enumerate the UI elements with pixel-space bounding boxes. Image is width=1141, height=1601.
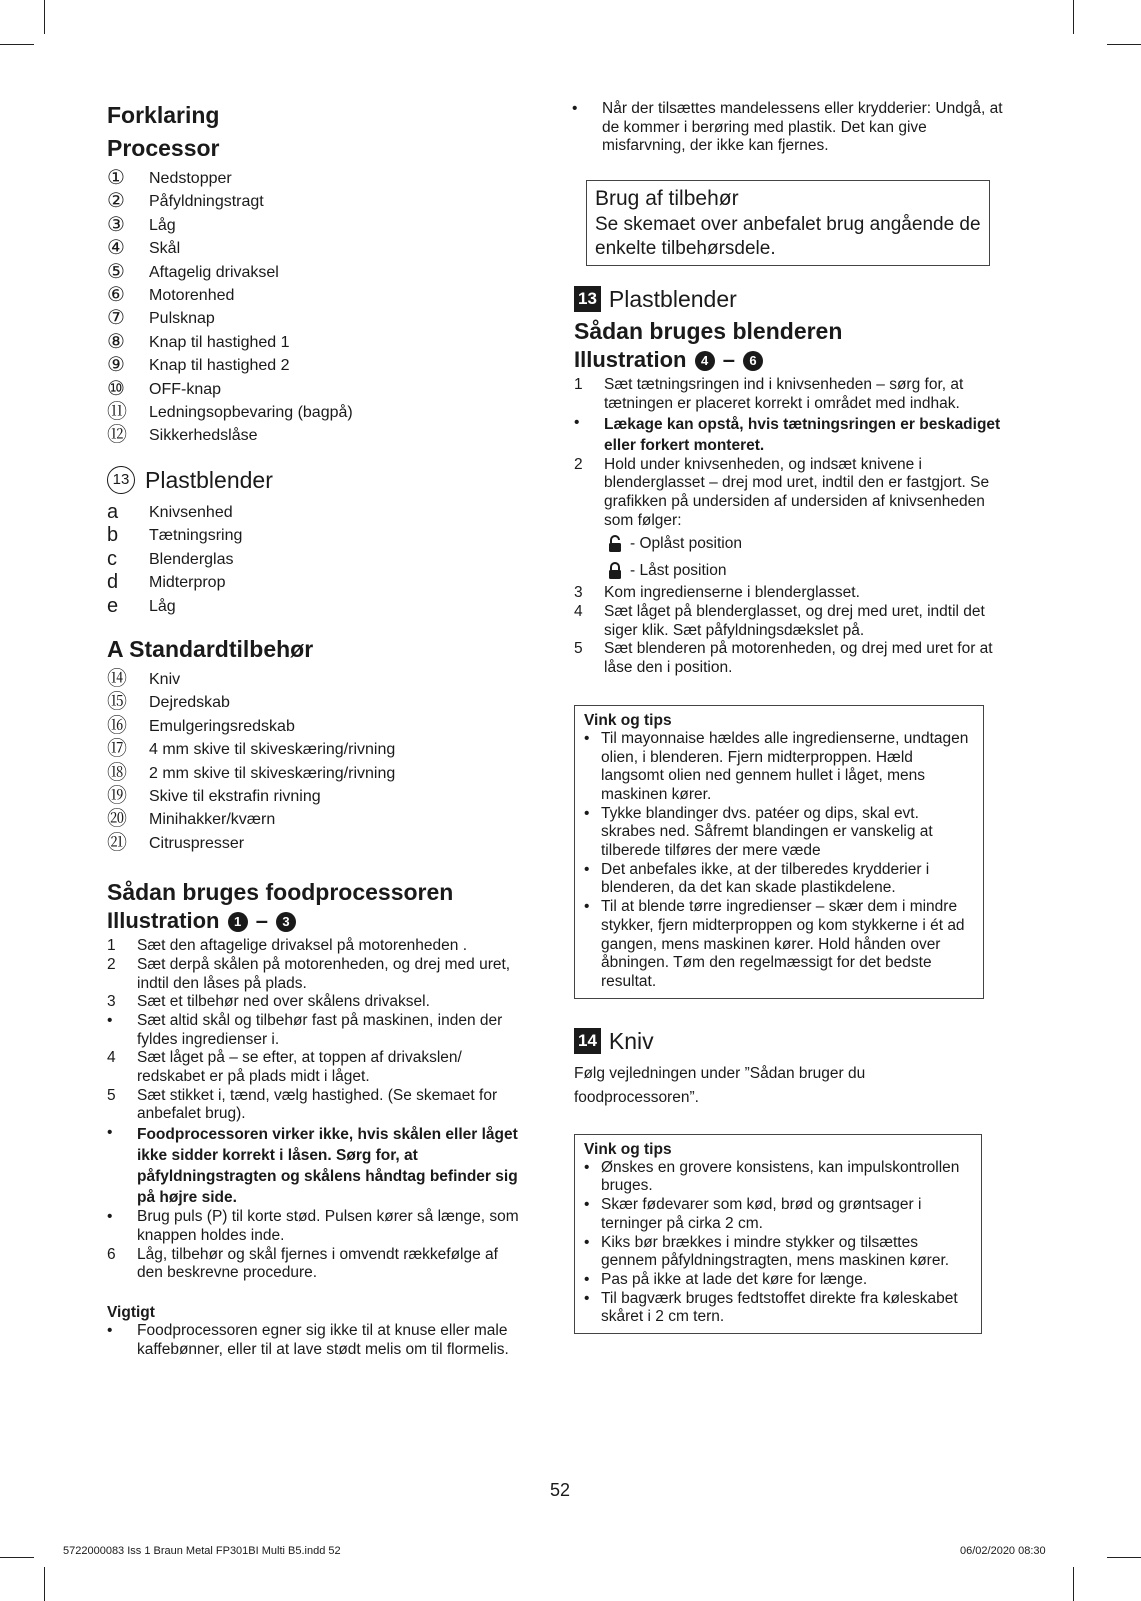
step-text: Brug puls (P) til korte stød. Pulsen kører så længe, som knappen holdes inde. (137, 1208, 519, 1244)
list-item (107, 832, 527, 855)
item-label: Låg (149, 216, 176, 234)
item-label: Motorenhed (149, 287, 235, 305)
item-marker: ④ (107, 237, 125, 260)
list-item (107, 762, 527, 785)
brug-af-tilbehor-box (586, 180, 990, 266)
item-marker: a (107, 500, 119, 523)
item-marker: ⑦ (107, 307, 125, 330)
item-label: Dejredskab (149, 694, 230, 712)
list-item (107, 524, 527, 547)
item-label: Sikkerhedslåse (149, 427, 258, 445)
step-item (107, 1124, 527, 1208)
item-label: 4 mm skive til skiveskæring/rivning (149, 741, 396, 759)
plastblender-heading (107, 465, 527, 495)
item-marker: ㉑ (107, 831, 127, 854)
heading-standardtilbehor: A Standardtilbehør (107, 635, 314, 662)
step-item (107, 1246, 527, 1283)
locked-padlock-icon (608, 562, 622, 580)
step-item (107, 956, 527, 993)
item-label: Skive til ekstrafin rivning (149, 787, 321, 805)
blender-steps-continued (574, 584, 1006, 678)
kniv-text: Følg vejledningen under ”Sådan bruger du foodprocessoren”. (574, 1064, 866, 1106)
list-item (107, 401, 527, 424)
item-label: OFF-knap (149, 380, 222, 398)
item-marker: ⑨ (107, 354, 125, 377)
step-item (107, 1208, 527, 1245)
step-item (107, 1012, 527, 1049)
step-text: Sæt altid skål og tilbehør fast på maskinen, inden der fyldes ingredienser i. (137, 1011, 503, 1048)
item-label: Midterprop (149, 574, 226, 592)
tips-box-blender (574, 705, 984, 999)
section-13-badge: 13 (574, 286, 601, 312)
left-column (107, 100, 527, 1359)
vigtigt-list (107, 1322, 527, 1359)
tip-item (584, 805, 973, 861)
illustration-number: 6 (743, 351, 763, 371)
step-text: Sæt tætningsringen ind i knivsenheden – sørg for, at tætningen er placeret korrekt i området med indhak. (604, 376, 964, 412)
heading-processor: Processor (107, 135, 220, 161)
bullet-icon: • (584, 729, 590, 747)
list-item: • Foodprocessoren egner sig ikke til at knuse eller male kaffebønner, eller til at lave stødt melis om til flormelis. (107, 1322, 527, 1359)
crop-mark (0, 44, 34, 45)
list-item (107, 331, 527, 354)
item-marker: ① (107, 167, 125, 189)
locked-label: - Låst position (630, 561, 727, 579)
step-text: Sæt låget på – se efter, at toppen af drivakslen/ redskabet er på plads midt i låget. (137, 1049, 462, 1086)
list-item (107, 284, 527, 307)
step-text: Sæt låget på blenderglasset, og drej med uret, indtil det siger klik. Sæt påfyldningsdækslet på. (604, 603, 985, 639)
item-marker: ⑭ (107, 667, 127, 690)
item-marker: ⑧ (107, 330, 125, 353)
tip-text: Tykke blandinger dvs. patéer og dips, skal evt. skrabes ned. Såfremt blandingen er vanskelig at tilberede tilføres der mere væde (601, 804, 933, 860)
item-marker: ③ (107, 213, 125, 236)
crop-mark (1107, 1557, 1141, 1558)
item-marker: ⑩ (107, 377, 125, 400)
locked-row (608, 557, 1006, 584)
step-text: Sæt den aftagelige drivaksel på motorenheden . (137, 937, 468, 955)
step-marker: 4 (574, 603, 583, 621)
list-item (107, 354, 527, 377)
tip-item (584, 1159, 971, 1196)
step-marker: 2 (574, 455, 583, 473)
brug-text: Se skemaet over anbefalet brug angående de enkelte tilbehørsdele. (595, 214, 981, 260)
bullet-icon: • (584, 1233, 590, 1251)
step-marker: 3 (574, 584, 583, 602)
section-14-heading (574, 1026, 1006, 1056)
item-marker: ⑯ (107, 714, 127, 737)
section-14-title: Kniv (608, 1027, 654, 1054)
bullet-icon: • (584, 1196, 590, 1214)
item-label: Aftagelig drivaksel (149, 263, 279, 281)
tip-text: Kiks bør brækkes i mindre stykker og tilsættes gennem påfyldningstragten, mens maskinen kører. (601, 1233, 950, 1270)
step-marker: • (107, 1011, 113, 1029)
tip-item (584, 1290, 971, 1327)
tips-list (584, 1159, 971, 1327)
unlocked-padlock-icon (608, 535, 622, 553)
tip-item (584, 898, 973, 992)
item-label: Minihakker/kværn (149, 811, 276, 829)
crop-mark (44, 0, 45, 34)
illustration-reference: Illustration 1 – 3 (107, 907, 527, 935)
top-bullet-list (572, 100, 1006, 156)
step-marker: 6 (107, 1245, 116, 1263)
tip-text: Ønskes en grovere konsistens, kan impulskontrollen bruges. (601, 1158, 960, 1195)
list-item (107, 378, 527, 401)
step-item (574, 640, 1006, 677)
tip-text: Det anbefales ikke, at der tilberedes krydderier i blenderen, da det kan skade plastikdelene. (601, 860, 930, 897)
step-marker: 3 (107, 993, 116, 1011)
illustration-label: Illustration (107, 908, 220, 934)
tips-title: Vink og tips (584, 711, 672, 729)
step-text: Sæt derpå skålen på motorenheden, og drej med uret, indtil den låses på plads. (137, 955, 511, 992)
list-item (107, 548, 527, 571)
item-label: Knivsenhed (149, 503, 233, 521)
list-item: • Når der tilsættes mandelessens eller krydderier: Undgå, at de kommer i berøring med plastik. Det kan give misfarvning, der ikke kan fjernes. (572, 100, 1006, 156)
step-text: Låg, tilbehør og skål fjernes i omvendt rækkefølge af den beskrevne procedure. (137, 1245, 498, 1282)
item-marker: ⑫ (107, 424, 127, 447)
page-number: 52 (549, 1480, 571, 1500)
list-item (107, 738, 527, 761)
step-item (107, 1087, 527, 1124)
crop-mark (1073, 1567, 1074, 1601)
list-item (107, 190, 527, 213)
item-label: Emulgeringsredskab (149, 717, 295, 735)
step-text: Hold under knivsenheden, og indsæt knivene i blenderglasset – drej mod uret, indtil den er fastgjort. Se grafikken på undersiden af undersiden af knivsenheden som følger: (604, 455, 990, 529)
step-item (574, 376, 1006, 413)
item-marker: ⑥ (107, 284, 125, 307)
list-item (107, 668, 527, 691)
section-14-badge: 14 (574, 1028, 601, 1054)
item-label: Knap til hastighed 1 (149, 333, 290, 351)
standard-accessories-list (107, 668, 527, 855)
item-label: Blenderglas (149, 550, 234, 568)
item-marker: e (107, 594, 119, 617)
bullet-icon: • (584, 898, 590, 916)
tip-text: Til bagværk bruges fedtstoffet direkte fra køleskabet skåret i 2 cm tern. (601, 1289, 958, 1326)
list-item (107, 307, 527, 330)
list-item (107, 715, 527, 738)
list-item (107, 808, 527, 831)
processor-parts-list (107, 167, 527, 448)
item-label: Citruspresser (149, 834, 245, 852)
bullet-icon: • (584, 1158, 590, 1176)
tip-text: Til mayonnaise hældes alle ingredienserne, undtagen olien, i blenderen. Fjern midterproppen. Hæld langsomt olien ned gennem hullet i låget, mens maskinen kører. (601, 729, 969, 803)
item-label: Nedstopper (149, 170, 232, 187)
tip-text: Til at blende tørre ingredienser – skær dem i mindre stykker, fjern midterproppen og kom stykkerne i ét ad gangen, mens maskinen kører. Hold hånden over åbningen. Tøm den regelmæssigt for det bedste resultat. (601, 898, 965, 990)
list-item (107, 214, 527, 237)
footer-file-info: 5722000083 Iss 1 Braun Metal FP301BI Multi B5.indd 52 (63, 1545, 341, 1557)
crop-mark (44, 1567, 45, 1601)
bullet-icon: • (584, 804, 590, 822)
heading-sadan-foodprocessor: Sådan bruges foodprocessoren (107, 879, 454, 906)
list-item (107, 424, 527, 447)
illustration-number: 4 (695, 351, 715, 371)
section-13-title: Plastblender (608, 286, 737, 313)
step-text: Foodprocessoren virker ikke, hvis skålen eller låget ikke sidder korrekt i låsen. Sørg for, at påfyldningstragten og skålens håndtag befinder sig på højre side. (137, 1126, 518, 1207)
plastblender-parts-list (107, 501, 527, 618)
bullet-icon: • (584, 1270, 590, 1288)
illustration-number: 1 (228, 912, 248, 932)
item-marker: ⑱ (107, 761, 127, 784)
tips-title: Vink og tips (584, 1140, 672, 1158)
heading-forklaring: Forklaring (107, 102, 220, 128)
illustration-reference: Illustration 4 – 6 (574, 346, 1006, 374)
blender-steps (574, 376, 1006, 530)
item-label: Tætningsring (149, 527, 243, 545)
bullet-icon: • (584, 1289, 590, 1307)
step-item (574, 584, 1006, 603)
tips-box-kniv (574, 1134, 982, 1334)
section-13-heading (574, 284, 1006, 314)
step-text: Sæt stikket i, tænd, vælg hastighed. (Se skemaet for anbefalet brug). (137, 1086, 498, 1123)
list-item (107, 595, 527, 618)
item-label: Pulsknap (149, 310, 215, 328)
step-marker: 1 (107, 937, 116, 955)
item-label: Påfyldningstragt (149, 193, 264, 211)
item-marker: c (107, 547, 117, 570)
section-number-circle: 13 (107, 466, 135, 494)
step-item (574, 456, 1006, 531)
list-item (107, 237, 527, 260)
item-marker: d (107, 571, 119, 594)
tip-item (584, 1271, 971, 1290)
tips-list (584, 730, 973, 992)
step-item (574, 603, 1006, 640)
illustration-number: 3 (276, 912, 296, 932)
tip-item (584, 1234, 971, 1271)
footer-timestamp: 06/02/2020 08:30 (960, 1545, 1046, 1557)
step-marker: 5 (574, 640, 583, 658)
step-item (107, 993, 527, 1012)
item-marker: ⑤ (107, 260, 125, 283)
unlocked-label: - Oplåst position (630, 534, 742, 552)
item-marker: ⑪ (107, 401, 127, 424)
item-label: Ledningsopbevaring (bagpå) (149, 404, 353, 422)
item-marker: ② (107, 190, 125, 213)
list-item (107, 571, 527, 594)
item-label: Låg (149, 597, 176, 615)
step-marker: • (107, 1208, 113, 1226)
item-marker: ⑮ (107, 691, 127, 714)
item-marker: ⑰ (107, 738, 127, 761)
list-item (107, 501, 527, 524)
crop-mark (1073, 0, 1074, 34)
illustration-label: Illustration (574, 347, 687, 373)
item-marker: b (107, 524, 119, 547)
tip-item (584, 861, 973, 898)
step-marker: 4 (107, 1049, 116, 1067)
step-marker: 2 (107, 955, 116, 973)
step-marker: 1 (574, 376, 583, 394)
step-item (107, 1049, 527, 1086)
step-text: Sæt et tilbehør ned over skålens drivaksel. (137, 993, 430, 1011)
item-marker: ⑲ (107, 784, 127, 807)
foodprocessor-steps (107, 937, 527, 1283)
right-column (572, 100, 1006, 1334)
step-text: Kom ingredienserne i blenderglasset. (604, 584, 860, 602)
list-item (107, 785, 527, 808)
vigtigt-text: Foodprocessoren egner sig ikke til at knuse eller male kaffebønner, eller til at lave stødt melis om til flormelis. (137, 1322, 509, 1358)
unlocked-row (608, 530, 1006, 557)
tip-item (584, 1196, 971, 1233)
step-marker: 5 (107, 1086, 116, 1104)
list-item (107, 167, 527, 190)
list-item (107, 691, 527, 714)
item-label: Kniv (149, 670, 181, 688)
step-text: Sæt blenderen på motorenheden, og drej med uret for at låse den i position. (604, 640, 993, 677)
step-item (574, 414, 1006, 456)
bullet-icon: • (584, 860, 590, 878)
item-label: 2 mm skive til skiveskæring/rivning (149, 764, 396, 782)
step-item (107, 937, 527, 956)
step-marker: • (574, 413, 580, 431)
tip-text: Pas på ikke at lade det køre for længe. (601, 1270, 868, 1288)
item-label: Knap til hastighed 2 (149, 357, 290, 375)
step-text: Lækage kan opstå, hvis tætningsringen er beskadiget eller forkert monteret. (604, 415, 1001, 454)
tip-text: Skær fødevarer som kød, brød og grøntsager i terninger på cirka 2 cm. (601, 1196, 922, 1232)
bullet-text: Når der tilsættes mandelessens eller krydderier: Undgå, at de kommer i berøring med plastik. Det kan give misfarvning, der ikke kan fjernes. (602, 100, 1003, 155)
item-label: Skål (149, 240, 181, 258)
crop-mark (0, 1557, 34, 1558)
item-marker: ⑳ (107, 808, 127, 831)
tip-item (584, 730, 973, 805)
heading-sadan-blender: Sådan bruges blenderen (574, 318, 843, 345)
heading-plastblender: Plastblender (145, 466, 273, 493)
vigtigt-heading: Vigtigt (107, 1304, 155, 1321)
list-item (107, 261, 527, 284)
step-marker: • (107, 1124, 113, 1142)
brug-title: Brug af tilbehør (595, 187, 739, 211)
crop-mark (1107, 44, 1141, 45)
